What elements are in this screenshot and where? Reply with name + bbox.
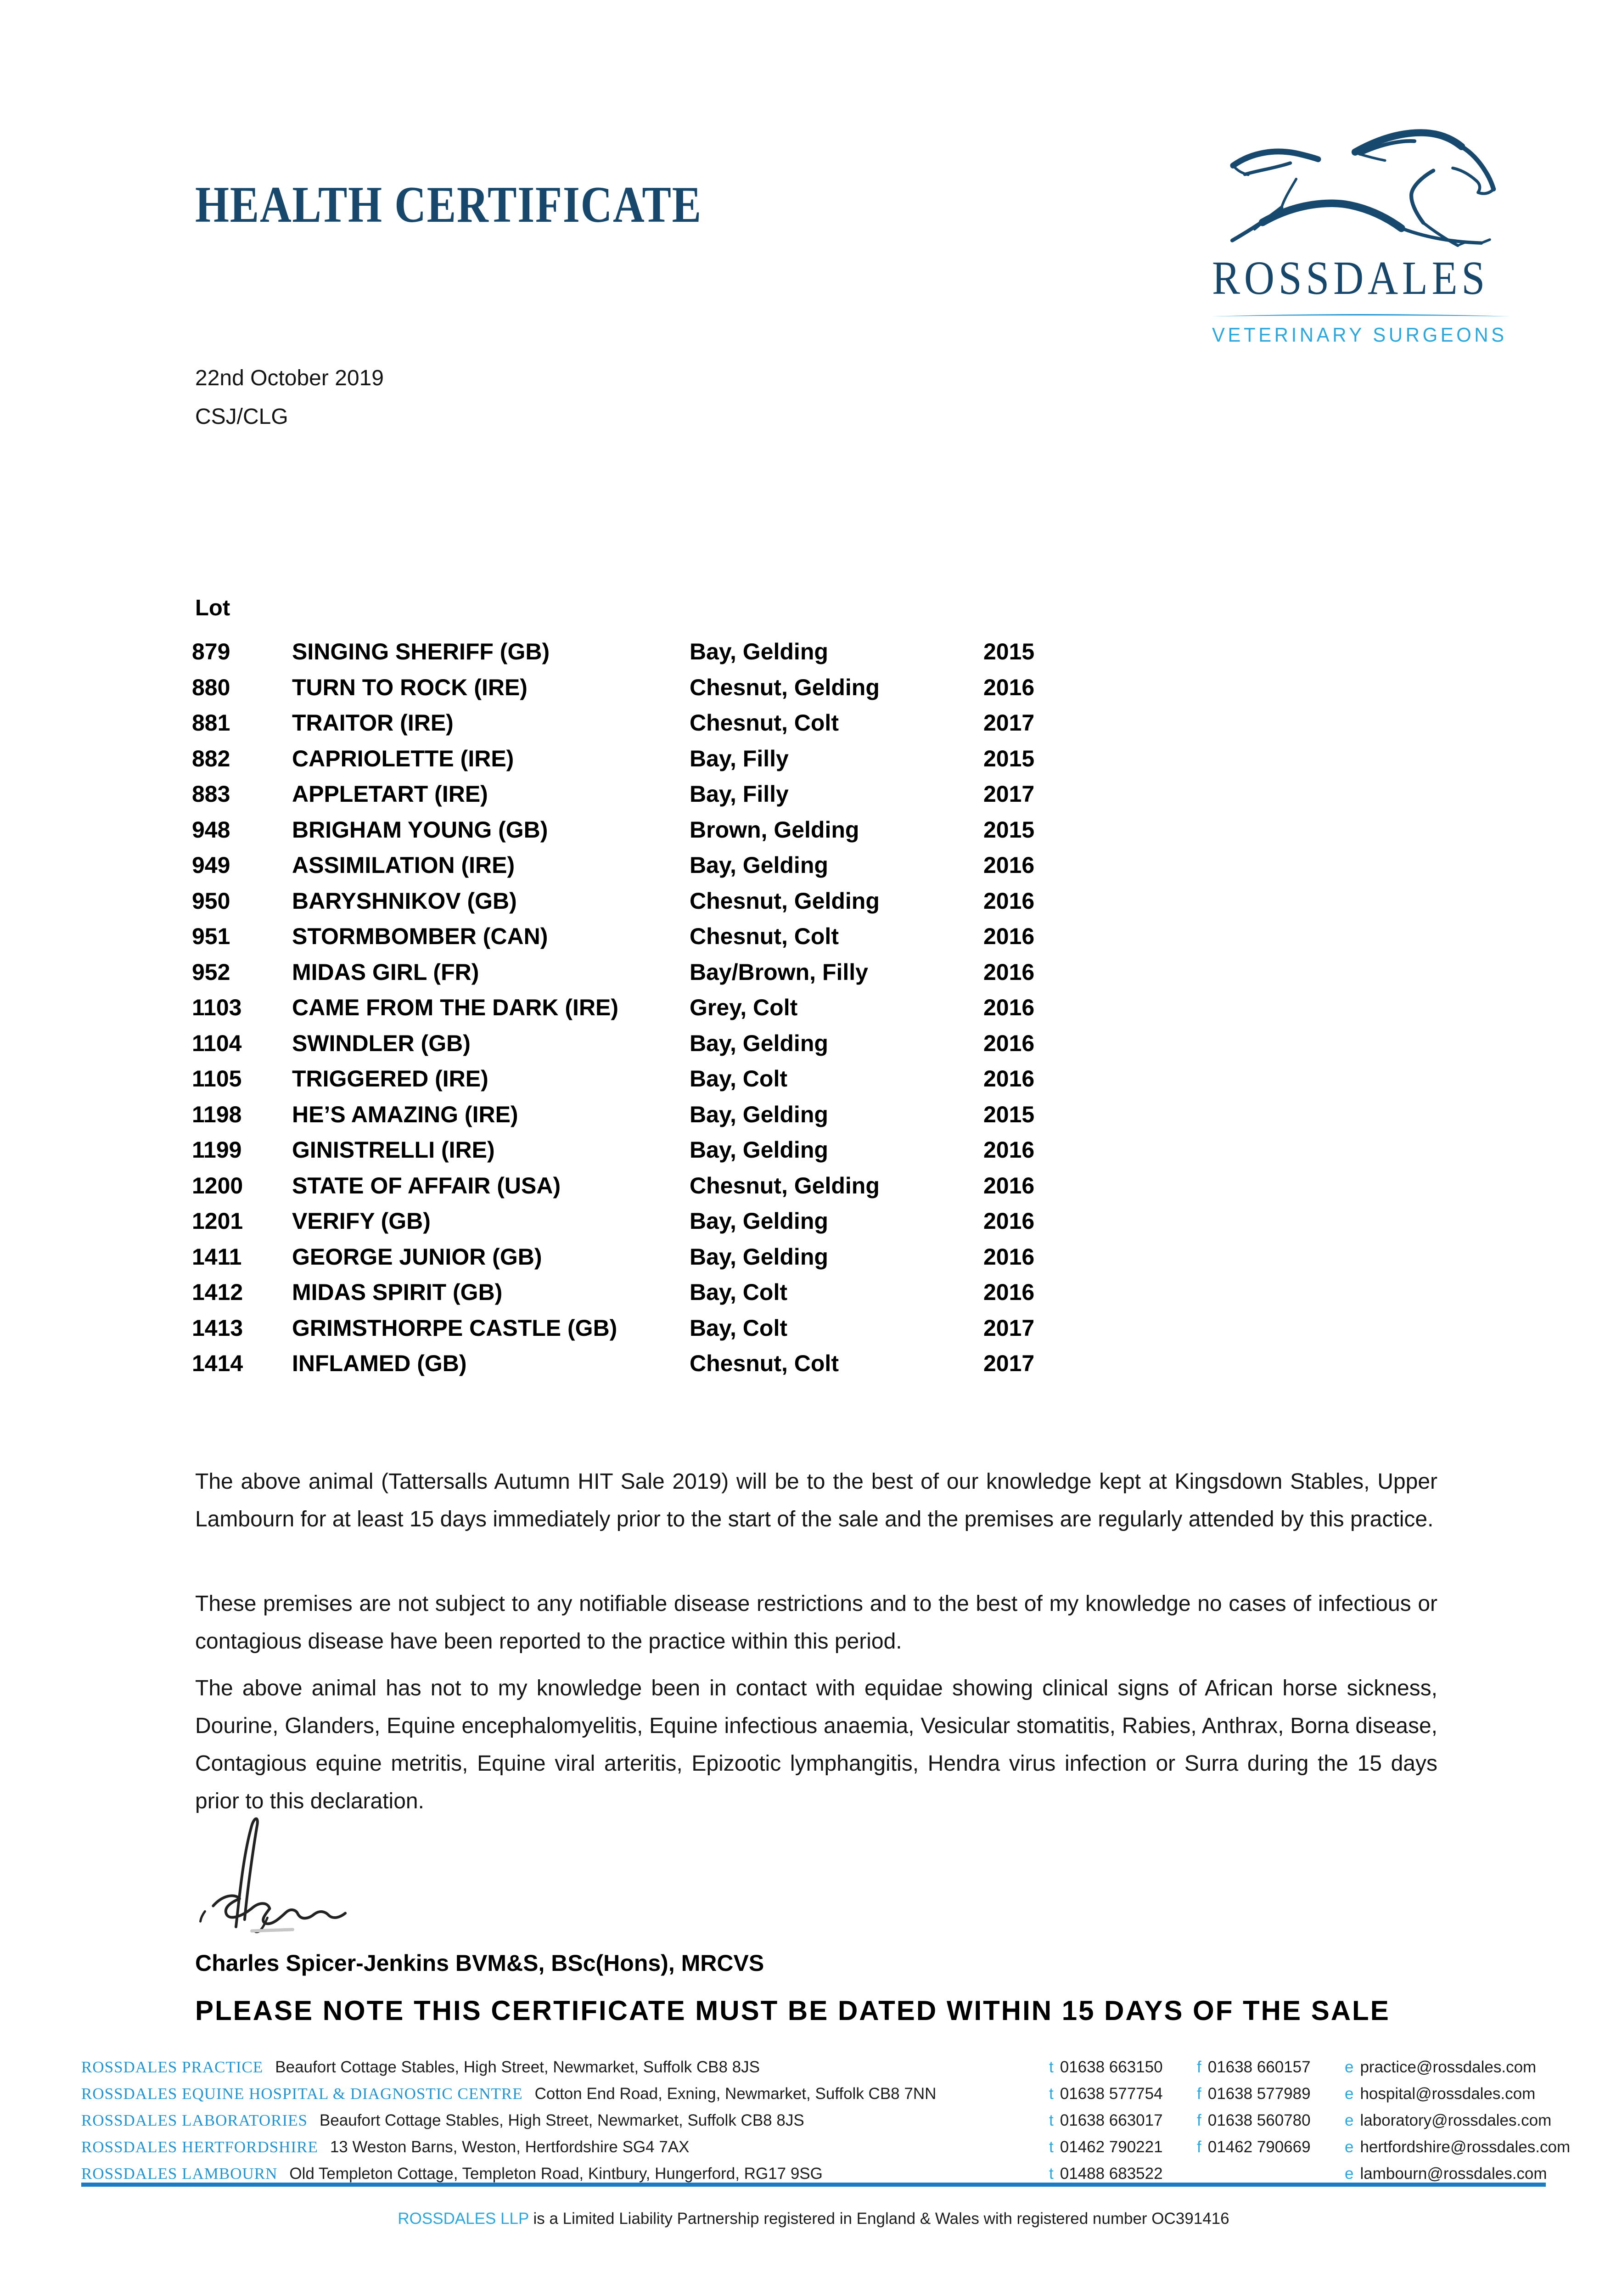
email-cell [1345, 2085, 1549, 2103]
veterinarian-name: Charles Spicer-Jenkins BVM&S, BSc(Hons), MRCVS [195, 1950, 764, 1976]
email-prefix: e [1345, 2085, 1354, 2103]
declaration-paragraph-2: These premises are not subject to any notifiable disease restrictions and to the best of my knowledge no cases of infectious or contagious disease have been reported to the practice within this period. [195, 1592, 1437, 1654]
tel-prefix: t [1049, 2085, 1054, 2103]
table-row [192, 709, 1294, 745]
horse-name: GINISTRELLI (IRE) [292, 1137, 495, 1163]
horse-name: BARYSHNIKOV (GB) [292, 888, 517, 914]
table-row [192, 781, 1294, 816]
reference-code: CSJ/CLG [195, 405, 288, 429]
lot-number: 1201 [192, 1208, 243, 1234]
tel-prefix: t [1049, 2138, 1054, 2156]
birth-year: 2016 [983, 1172, 1035, 1199]
page-title: HEALTH CERTIFICATE [195, 176, 702, 233]
email-address: hospital@rossdales.com [1360, 2085, 1536, 2103]
table-row [192, 816, 1294, 852]
table-row [192, 888, 1294, 923]
tel-number: 01488 683522 [1060, 2165, 1163, 2183]
location-label: ROSSDALES PRACTICE [81, 2058, 264, 2076]
leaping-horse-icon [1212, 107, 1515, 250]
email-prefix: e [1345, 2138, 1354, 2156]
table-row [192, 1101, 1294, 1137]
horse-name: SWINDLER (GB) [292, 1030, 471, 1056]
lot-number: 1105 [192, 1066, 242, 1092]
table-row [192, 1279, 1294, 1315]
birth-year: 2015 [983, 745, 1035, 771]
horse-name: SINGING SHERIFF (GB) [292, 639, 550, 664]
email-cell [1345, 2165, 1549, 2183]
location-label: ROSSDALES EQUINE HOSPITAL & DIAGNOSTIC CENTRE [81, 2085, 523, 2103]
location-address: Beaufort Cottage Stables, High Street, Newmarket, Suffolk CB8 8JS [319, 2111, 804, 2129]
footer-location-row [81, 2058, 1549, 2085]
email-cell [1345, 2138, 1570, 2156]
horse-name: VERIFY (GB) [292, 1208, 431, 1234]
table-row [192, 1350, 1294, 1386]
lot-number: 880 [192, 674, 230, 700]
horse-colour-sex: Bay, Gelding [690, 852, 828, 878]
horse-name: STATE OF AFFAIR (USA) [292, 1172, 561, 1199]
location-address: Old Templeton Cottage, Templeton Road, Kintbury, Hungerford, RG17 9SG [289, 2165, 823, 2183]
birth-year: 2017 [983, 1315, 1035, 1341]
tel-prefix: t [1049, 2165, 1054, 2183]
table-row [192, 638, 1294, 674]
declaration-paragraph-1: The above animal (Tattersalls Autumn HIT Sale 2019) will be to the best of our knowledge kept at Kingsdown Stables, Upper Lambourn for at least 15 days immediately prior to the start of the sale and the premises are regularly attended by this practice. [195, 1469, 1437, 1531]
birth-year: 2016 [983, 1066, 1035, 1092]
certificate-date: 22nd October 2019 [195, 366, 384, 390]
location-cell [81, 2138, 1049, 2156]
fax-number: 01638 577989 [1207, 2085, 1311, 2103]
birth-year: 2016 [983, 888, 1035, 914]
horse-colour-sex: Bay, Filly [690, 781, 789, 807]
lot-number: 1413 [192, 1315, 243, 1341]
fax-number: 01638 660157 [1207, 2058, 1311, 2076]
birth-year: 2016 [983, 1279, 1035, 1305]
horse-name: APPLETART (IRE) [292, 781, 488, 807]
horse-name: STORMBOMBER (CAN) [292, 923, 548, 949]
lot-number: 1200 [192, 1172, 243, 1199]
birth-year: 2016 [983, 995, 1035, 1020]
fax-cell [1197, 2058, 1345, 2077]
lot-number: 1104 [192, 1030, 242, 1056]
birth-year: 2016 [983, 852, 1035, 878]
lot-number: 1411 [192, 1244, 242, 1270]
email-cell [1345, 2111, 1551, 2130]
horse-colour-sex: Grey, Colt [690, 995, 798, 1020]
rossdales-logo [1212, 107, 1515, 347]
lot-number: 1198 [192, 1101, 242, 1127]
table-row [192, 1172, 1294, 1208]
horse-name: CAPRIOLETTE (IRE) [292, 745, 514, 771]
validity-notice: PLEASE NOTE THIS CERTIFICATE MUST BE DATED WITHIN 15 DAYS OF THE SALE [195, 1995, 1390, 2026]
fax-cell [1197, 2111, 1345, 2130]
horse-colour-sex: Bay/Brown, Filly [690, 959, 868, 985]
horse-name: TRIGGERED (IRE) [292, 1066, 488, 1092]
horse-colour-sex: Bay, Colt [690, 1066, 787, 1092]
brand-wordmark: ROSSDALES [1212, 252, 1489, 304]
location-address: Beaufort Cottage Stables, High Street, Newmarket, Suffolk CB8 8JS [275, 2058, 760, 2076]
tel-number: 01638 577754 [1060, 2085, 1163, 2103]
tel-number: 01638 663150 [1060, 2058, 1163, 2076]
table-row [192, 1065, 1294, 1101]
table-row [192, 959, 1294, 995]
horse-colour-sex: Bay, Colt [690, 1279, 787, 1305]
fax-cell [1197, 2138, 1345, 2156]
horse-colour-sex: Chesnut, Colt [690, 923, 839, 949]
horse-colour-sex: Bay, Filly [690, 745, 789, 771]
email-prefix: e [1345, 2111, 1354, 2129]
location-label: ROSSDALES LABORATORIES [81, 2111, 308, 2129]
lot-column-header: Lot [195, 596, 230, 620]
date-reference-block [195, 359, 384, 436]
email-address: practice@rossdales.com [1360, 2058, 1537, 2076]
birth-year: 2016 [983, 1030, 1035, 1056]
lot-number: 952 [192, 959, 230, 985]
horse-colour-sex: Chesnut, Colt [690, 1351, 839, 1376]
telephone-cell [1049, 2165, 1197, 2183]
table-row [192, 1137, 1294, 1172]
tel-prefix: t [1049, 2058, 1054, 2076]
birth-year: 2017 [983, 781, 1035, 807]
footer-divider-line [81, 2183, 1546, 2187]
lot-number: 1103 [192, 995, 242, 1020]
footer-locations [81, 2058, 1571, 2191]
email-prefix: e [1345, 2058, 1354, 2076]
birth-year: 2017 [983, 1351, 1035, 1376]
table-row [192, 1315, 1294, 1351]
lot-table [192, 638, 1294, 1386]
horse-colour-sex: Chesnut, Gelding [690, 1172, 880, 1199]
lot-number: 948 [192, 816, 230, 843]
birth-year: 2015 [983, 1101, 1035, 1127]
location-cell [81, 2085, 1049, 2103]
horse-colour-sex: Chesnut, Colt [690, 710, 839, 736]
horse-name: ASSIMILATION (IRE) [292, 852, 515, 878]
footer-location-row [81, 2138, 1571, 2165]
birth-year: 2016 [983, 1208, 1035, 1234]
horse-name: TRAITOR (IRE) [292, 710, 454, 736]
signature-icon [195, 1812, 393, 1935]
footer-location-row [81, 2111, 1552, 2138]
fax-cell [1197, 2085, 1345, 2103]
horse-name: TURN TO ROCK (IRE) [292, 674, 528, 700]
footer-location-row [81, 2085, 1549, 2111]
horse-colour-sex: Bay, Gelding [690, 639, 828, 664]
fax-prefix: f [1197, 2058, 1201, 2076]
horse-colour-sex: Chesnut, Gelding [690, 674, 880, 700]
brand-tagline: VETERINARY SURGEONS [1212, 324, 1507, 346]
table-row [192, 852, 1294, 888]
table-row [192, 1208, 1294, 1244]
table-row [192, 994, 1294, 1030]
fax-prefix: f [1197, 2138, 1201, 2156]
lot-number: 883 [192, 781, 230, 807]
email-address: hertfordshire@rossdales.com [1360, 2138, 1571, 2156]
horse-name: INFLAMED (GB) [292, 1351, 467, 1376]
horse-name: GRIMSTHORPE CASTLE (GB) [292, 1315, 617, 1341]
lot-number: 881 [192, 710, 230, 736]
horse-name: CAME FROM THE DARK (IRE) [292, 995, 619, 1020]
telephone-cell [1049, 2058, 1197, 2077]
location-address: 13 Weston Barns, Weston, Hertfordshire SG4 7AX [330, 2138, 690, 2156]
footer-location-row [81, 2165, 1549, 2191]
telephone-cell [1049, 2138, 1197, 2156]
birth-year: 2016 [983, 1244, 1035, 1270]
lot-number: 1414 [192, 1351, 243, 1376]
lot-number: 882 [192, 745, 230, 771]
tel-prefix: t [1049, 2111, 1054, 2129]
table-row [192, 923, 1294, 959]
lot-number: 949 [192, 852, 230, 878]
email-prefix: e [1345, 2165, 1354, 2183]
horse-colour-sex: Bay, Gelding [690, 1244, 828, 1270]
location-cell [81, 2111, 1049, 2130]
horse-name: MIDAS GIRL (FR) [292, 959, 479, 985]
email-address: lambourn@rossdales.com [1360, 2165, 1547, 2183]
registration-statement [81, 2210, 1546, 2228]
horse-colour-sex: Bay, Gelding [690, 1030, 828, 1056]
tel-number: 01638 663017 [1060, 2111, 1163, 2129]
lot-number: 1199 [192, 1137, 242, 1163]
horse-colour-sex: Bay, Colt [690, 1315, 787, 1341]
email-cell [1345, 2058, 1549, 2077]
location-cell [81, 2165, 1049, 2183]
horse-colour-sex: Bay, Gelding [690, 1101, 828, 1127]
horse-colour-sex: Bay, Gelding [690, 1208, 828, 1234]
table-row [192, 1244, 1294, 1279]
birth-year: 2015 [983, 639, 1035, 664]
fax-number: 01638 560780 [1207, 2111, 1311, 2129]
location-label: ROSSDALES HERTFORDSHIRE [81, 2138, 318, 2156]
table-row [192, 745, 1294, 781]
fax-number: 01462 790669 [1207, 2138, 1311, 2156]
email-address: laboratory@rossdales.com [1360, 2111, 1552, 2129]
declaration-paragraph-3: The above animal has not to my knowledge been in contact with equidae showing clinical signs of African horse sickness, Dourine, Glanders, Equine encephalomyelitis, Equine infectious anaemia, Vesicular stomatitis, Rabies, Anthrax, Borna disease, Contagious equine metritis, Equine viral arteritis, Epizootic lymphangitis, Hendra virus infection or Surra during the 15 days prior to this declaration. [195, 1676, 1437, 1813]
fax-prefix: f [1197, 2111, 1201, 2129]
birth-year: 2017 [983, 710, 1035, 736]
birth-year: 2016 [983, 959, 1035, 985]
registration-text: is a Limited Liability Partnership registered in England & Wales with registered number OC391416 [528, 2210, 1229, 2228]
birth-year: 2015 [983, 816, 1035, 843]
horse-colour-sex: Bay, Gelding [690, 1137, 828, 1163]
lot-number: 879 [192, 639, 230, 664]
swoosh-rule [1212, 312, 1510, 317]
location-label: ROSSDALES LAMBOURN [81, 2165, 278, 2183]
location-address: Cotton End Road, Exning, Newmarket, Suffolk CB8 7NN [534, 2085, 937, 2103]
horse-name: GEORGE JUNIOR (GB) [292, 1244, 542, 1270]
birth-year: 2016 [983, 674, 1035, 700]
lot-number: 950 [192, 888, 230, 914]
table-row [192, 674, 1294, 710]
lot-number: 1412 [192, 1279, 243, 1305]
horse-name: BRIGHAM YOUNG (GB) [292, 816, 548, 843]
registration-brand: ROSSDALES LLP [398, 2210, 529, 2228]
location-cell [81, 2058, 1049, 2077]
fax-prefix: f [1197, 2085, 1201, 2103]
tel-number: 01462 790221 [1060, 2138, 1163, 2156]
table-row [192, 1030, 1294, 1066]
birth-year: 2016 [983, 923, 1035, 949]
horse-colour-sex: Brown, Gelding [690, 816, 859, 843]
lot-number: 951 [192, 923, 230, 949]
horse-name: MIDAS SPIRIT (GB) [292, 1279, 503, 1305]
telephone-cell [1049, 2085, 1197, 2103]
horse-name: HE’S AMAZING (IRE) [292, 1101, 518, 1127]
telephone-cell [1049, 2111, 1197, 2130]
birth-year: 2016 [983, 1137, 1035, 1163]
horse-colour-sex: Chesnut, Gelding [690, 888, 880, 914]
